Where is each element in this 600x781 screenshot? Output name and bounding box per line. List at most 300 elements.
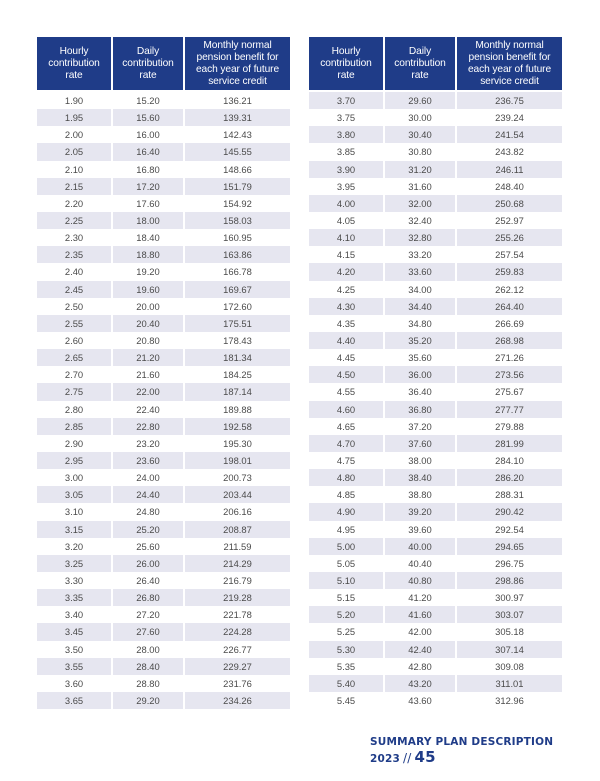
table-row bbox=[37, 623, 290, 640]
cell-hourly-rate: 5.05 bbox=[336, 557, 356, 569]
cell-monthly-benefit: 169.67 bbox=[185, 281, 290, 298]
table-row bbox=[37, 572, 290, 589]
cell-monthly-benefit: 279.88 bbox=[495, 420, 524, 432]
cell-daily-rate: 19.20 bbox=[136, 266, 160, 278]
table-row bbox=[37, 383, 290, 400]
table-row bbox=[37, 246, 290, 263]
cell-hourly-rate: 4.35 bbox=[336, 317, 356, 329]
cell-hourly-rate: 4.75 bbox=[336, 455, 356, 467]
cell-hourly-rate: 5.45 bbox=[336, 694, 356, 706]
table-header-row bbox=[37, 37, 290, 92]
cell-hourly-rate: 2.25 bbox=[37, 212, 111, 229]
cell-hourly-rate: 2.05 bbox=[37, 143, 111, 160]
table-row bbox=[37, 298, 290, 315]
cell-monthly-benefit: 206.16 bbox=[223, 506, 252, 518]
table-row bbox=[309, 521, 562, 538]
cell-daily-rate: 26.40 bbox=[136, 575, 160, 586]
cell-daily-rate: 41.20 bbox=[408, 592, 432, 604]
table-row bbox=[37, 658, 290, 675]
table-row bbox=[309, 675, 562, 692]
cell-monthly-benefit: 163.86 bbox=[185, 246, 290, 263]
table-row bbox=[309, 195, 562, 212]
cell-hourly-rate: 3.00 bbox=[64, 472, 84, 484]
cell-hourly-rate: 5.00 bbox=[309, 538, 383, 555]
cell-daily-rate: 25.60 bbox=[136, 540, 160, 552]
cell-monthly-benefit: 172.60 bbox=[223, 300, 252, 312]
cell-hourly-rate: 4.10 bbox=[309, 229, 383, 246]
cell-monthly-benefit: 311.01 bbox=[457, 675, 562, 692]
cell-monthly-benefit: 195.30 bbox=[223, 437, 252, 449]
table-row bbox=[37, 109, 290, 126]
table-row bbox=[309, 143, 562, 160]
cell-monthly-benefit: 184.25 bbox=[223, 369, 252, 381]
pension-rate-table bbox=[35, 37, 292, 709]
cell-hourly-rate: 2.85 bbox=[37, 418, 111, 435]
cell-daily-rate: 25.20 bbox=[113, 521, 183, 538]
cell-daily-rate: 16.00 bbox=[136, 129, 160, 141]
cell-monthly-benefit: 139.31 bbox=[185, 109, 290, 126]
cell-monthly-benefit: 198.01 bbox=[185, 452, 290, 469]
cell-monthly-benefit: 148.66 bbox=[223, 163, 252, 175]
table-row bbox=[37, 606, 290, 623]
cell-hourly-rate: 2.95 bbox=[37, 452, 111, 469]
cell-daily-rate: 34.40 bbox=[385, 298, 455, 315]
cell-monthly-benefit: 158.03 bbox=[185, 212, 290, 229]
cell-monthly-benefit: 136.21 bbox=[223, 95, 252, 107]
table-row bbox=[37, 178, 290, 195]
cell-monthly-benefit: 211.59 bbox=[223, 540, 252, 552]
cell-monthly-benefit: 266.69 bbox=[495, 317, 524, 329]
cell-daily-rate: 27.20 bbox=[136, 609, 160, 621]
cell-monthly-benefit: 224.28 bbox=[185, 623, 290, 640]
table-row bbox=[309, 589, 562, 606]
cell-hourly-rate: 3.25 bbox=[37, 555, 111, 572]
cell-daily-rate: 15.20 bbox=[136, 95, 160, 107]
cell-daily-rate: 41.60 bbox=[385, 606, 455, 623]
cell-hourly-rate: 3.65 bbox=[37, 692, 111, 709]
cell-hourly-rate: 4.40 bbox=[309, 332, 383, 349]
cell-hourly-rate: 5.10 bbox=[309, 572, 383, 589]
cell-hourly-rate: 2.70 bbox=[64, 369, 84, 381]
cell-monthly-benefit: 203.44 bbox=[185, 486, 290, 503]
cell-hourly-rate: 2.50 bbox=[64, 300, 84, 312]
table-row bbox=[309, 161, 562, 178]
cell-daily-rate: 17.20 bbox=[113, 178, 183, 195]
cell-monthly-benefit: 257.54 bbox=[495, 249, 524, 261]
cell-monthly-benefit: 208.87 bbox=[185, 521, 290, 538]
cell-daily-rate: 40.40 bbox=[408, 557, 432, 569]
table-row bbox=[309, 263, 562, 280]
table-row bbox=[309, 315, 562, 332]
cell-hourly-rate: 4.25 bbox=[336, 283, 356, 295]
cell-daily-rate: 17.60 bbox=[136, 197, 160, 209]
cell-daily-rate: 16.40 bbox=[113, 143, 183, 160]
cell-hourly-rate: 4.00 bbox=[309, 195, 383, 212]
cell-hourly-rate: 4.05 bbox=[336, 215, 356, 227]
cell-monthly-benefit: 292.54 bbox=[495, 523, 524, 535]
cell-daily-rate: 31.20 bbox=[385, 161, 455, 178]
cell-monthly-benefit: 175.51 bbox=[185, 315, 290, 332]
cell-daily-rate: 23.20 bbox=[136, 437, 160, 449]
cell-monthly-benefit: 275.67 bbox=[495, 386, 524, 398]
cell-monthly-benefit: 296.75 bbox=[495, 557, 524, 569]
table-row bbox=[37, 126, 290, 143]
cell-daily-rate: 35.60 bbox=[408, 352, 432, 364]
table-row bbox=[37, 503, 290, 520]
table-row bbox=[37, 469, 290, 486]
table-row bbox=[37, 486, 290, 503]
cell-daily-rate: 34.80 bbox=[408, 317, 432, 329]
cell-daily-rate: 20.40 bbox=[113, 315, 183, 332]
table-row bbox=[309, 383, 562, 400]
cell-hourly-rate: 3.30 bbox=[64, 575, 84, 586]
cell-monthly-benefit: 262.12 bbox=[495, 283, 524, 295]
cell-monthly-benefit: 307.14 bbox=[457, 641, 562, 658]
cell-hourly-rate: 5.15 bbox=[336, 592, 356, 604]
table-row bbox=[37, 418, 290, 435]
cell-daily-rate: 43.20 bbox=[385, 675, 455, 692]
table-row bbox=[37, 692, 290, 709]
cell-daily-rate: 37.60 bbox=[385, 435, 455, 452]
cell-monthly-benefit: 243.82 bbox=[495, 146, 524, 158]
cell-hourly-rate: 4.55 bbox=[336, 386, 356, 398]
cell-daily-rate: 15.60 bbox=[113, 109, 183, 126]
table-row bbox=[309, 606, 562, 623]
table-row bbox=[309, 178, 562, 195]
table-row bbox=[309, 366, 562, 383]
table-row bbox=[309, 555, 562, 572]
cell-daily-rate: 26.00 bbox=[113, 555, 183, 572]
cell-monthly-benefit: 298.86 bbox=[457, 572, 562, 589]
cell-daily-rate: 31.60 bbox=[408, 180, 432, 192]
cell-hourly-rate: 3.60 bbox=[64, 677, 84, 689]
cell-hourly-rate: 2.35 bbox=[37, 246, 111, 263]
cell-monthly-benefit: 264.40 bbox=[457, 298, 562, 315]
cell-daily-rate: 20.80 bbox=[136, 335, 160, 347]
cell-hourly-rate: 2.75 bbox=[37, 383, 111, 400]
table-row bbox=[37, 521, 290, 538]
cell-daily-rate: 35.20 bbox=[385, 332, 455, 349]
cell-hourly-rate: 3.95 bbox=[336, 180, 356, 192]
cell-daily-rate: 33.60 bbox=[385, 263, 455, 280]
cell-hourly-rate: 4.80 bbox=[309, 469, 383, 486]
table-header-row bbox=[309, 37, 562, 92]
table-row bbox=[37, 229, 290, 246]
cell-hourly-rate: 4.70 bbox=[309, 435, 383, 452]
cell-monthly-benefit: 231.76 bbox=[223, 677, 252, 689]
cell-daily-rate: 23.60 bbox=[113, 452, 183, 469]
table-row bbox=[309, 486, 562, 503]
cell-daily-rate: 30.40 bbox=[385, 126, 455, 143]
table-row bbox=[309, 229, 562, 246]
cell-daily-rate: 36.40 bbox=[408, 386, 432, 398]
cell-daily-rate: 40.00 bbox=[385, 538, 455, 555]
cell-daily-rate: 36.80 bbox=[385, 401, 455, 418]
cell-daily-rate: 16.80 bbox=[136, 163, 160, 175]
cell-monthly-benefit: 303.07 bbox=[457, 606, 562, 623]
table-row bbox=[309, 332, 562, 349]
cell-monthly-benefit: 187.14 bbox=[185, 383, 290, 400]
cell-daily-rate: 43.60 bbox=[408, 694, 432, 706]
cell-monthly-benefit: 154.92 bbox=[223, 197, 252, 209]
cell-hourly-rate: 4.30 bbox=[309, 298, 383, 315]
table-row bbox=[309, 281, 562, 298]
table-row bbox=[37, 641, 290, 658]
cell-daily-rate: 21.20 bbox=[113, 349, 183, 366]
cell-monthly-benefit: 271.26 bbox=[495, 352, 524, 364]
cell-monthly-benefit: 221.78 bbox=[223, 609, 252, 621]
table-row bbox=[309, 298, 562, 315]
cell-daily-rate: 36.00 bbox=[385, 366, 455, 383]
cell-hourly-rate: 2.40 bbox=[64, 266, 84, 278]
cell-daily-rate: 24.80 bbox=[136, 506, 160, 518]
cell-hourly-rate: 4.90 bbox=[309, 503, 383, 520]
cell-hourly-rate: 4.60 bbox=[309, 401, 383, 418]
cell-daily-rate: 22.40 bbox=[136, 403, 160, 415]
cell-hourly-rate: 4.15 bbox=[336, 249, 356, 261]
cell-hourly-rate: 3.15 bbox=[37, 521, 111, 538]
cell-hourly-rate: 2.15 bbox=[37, 178, 111, 195]
cell-monthly-benefit: 229.27 bbox=[185, 658, 290, 675]
cell-hourly-rate: 2.65 bbox=[37, 349, 111, 366]
cell-hourly-rate: 3.35 bbox=[37, 589, 111, 606]
cell-daily-rate: 29.60 bbox=[385, 92, 455, 109]
cell-monthly-benefit: 250.68 bbox=[457, 195, 562, 212]
cell-monthly-benefit: 236.75 bbox=[457, 92, 562, 109]
cell-monthly-benefit: 284.10 bbox=[495, 455, 524, 467]
cell-hourly-rate: 4.50 bbox=[309, 366, 383, 383]
cell-hourly-rate: 2.20 bbox=[64, 197, 84, 209]
cell-daily-rate: 40.80 bbox=[385, 572, 455, 589]
cell-daily-rate: 38.80 bbox=[408, 489, 432, 501]
page-number: 45 bbox=[414, 748, 436, 766]
cell-hourly-rate: 3.55 bbox=[37, 658, 111, 675]
cell-monthly-benefit: 300.97 bbox=[495, 592, 524, 604]
cell-hourly-rate: 5.25 bbox=[336, 626, 356, 638]
cell-hourly-rate: 2.45 bbox=[37, 281, 111, 298]
cell-hourly-rate: 3.75 bbox=[336, 112, 356, 124]
cell-daily-rate: 18.40 bbox=[136, 232, 160, 244]
cell-hourly-rate: 4.65 bbox=[336, 420, 356, 432]
cell-monthly-benefit: 145.55 bbox=[185, 143, 290, 160]
cell-hourly-rate: 3.40 bbox=[64, 609, 84, 621]
table-row bbox=[37, 212, 290, 229]
cell-monthly-benefit: 288.31 bbox=[495, 489, 524, 501]
cell-monthly-benefit: 241.54 bbox=[457, 126, 562, 143]
cell-hourly-rate: 3.50 bbox=[64, 643, 84, 655]
cell-daily-rate: 22.80 bbox=[113, 418, 183, 435]
cell-hourly-rate: 4.20 bbox=[309, 263, 383, 280]
cell-hourly-rate: 2.10 bbox=[64, 163, 84, 175]
cell-daily-rate: 27.60 bbox=[113, 623, 183, 640]
cell-monthly-benefit: 181.34 bbox=[185, 349, 290, 366]
table-row bbox=[309, 641, 562, 658]
document-title: SUMMARY PLAN DESCRIPTION 2023 bbox=[370, 736, 554, 765]
cell-daily-rate: 26.80 bbox=[113, 589, 183, 606]
pension-table-right bbox=[309, 37, 564, 709]
cell-daily-rate: 22.00 bbox=[113, 383, 183, 400]
table-row bbox=[309, 538, 562, 555]
cell-monthly-benefit: 192.58 bbox=[185, 418, 290, 435]
cell-monthly-benefit: 189.88 bbox=[223, 403, 252, 415]
cell-monthly-benefit: 178.43 bbox=[223, 335, 252, 347]
table-row bbox=[37, 538, 290, 555]
cell-daily-rate: 42.40 bbox=[385, 641, 455, 658]
table-row bbox=[309, 658, 562, 675]
table-row bbox=[37, 435, 290, 452]
cell-monthly-benefit: 252.97 bbox=[495, 215, 524, 227]
cell-hourly-rate: 3.85 bbox=[336, 146, 356, 158]
table-row bbox=[37, 281, 290, 298]
column-header-hourly-rate: Hourly contribution rate bbox=[37, 37, 111, 92]
table-row bbox=[37, 332, 290, 349]
cell-hourly-rate: 5.20 bbox=[309, 606, 383, 623]
cell-hourly-rate: 3.05 bbox=[37, 486, 111, 503]
cell-daily-rate: 32.80 bbox=[385, 229, 455, 246]
cell-monthly-benefit: 286.20 bbox=[457, 469, 562, 486]
cell-monthly-benefit: 305.18 bbox=[495, 626, 524, 638]
cell-monthly-benefit: 290.42 bbox=[457, 503, 562, 520]
cell-hourly-rate: 3.45 bbox=[37, 623, 111, 640]
column-header-monthly-benefit: Monthly normal pension benefit for each year of future service credit bbox=[457, 37, 562, 92]
cell-daily-rate: 30.80 bbox=[408, 146, 432, 158]
cell-monthly-benefit: 281.99 bbox=[457, 435, 562, 452]
cell-daily-rate: 19.60 bbox=[113, 281, 183, 298]
column-header-hourly-rate: Hourly contribution rate bbox=[309, 37, 383, 92]
cell-daily-rate: 42.00 bbox=[408, 626, 432, 638]
cell-hourly-rate: 1.95 bbox=[37, 109, 111, 126]
cell-hourly-rate: 2.55 bbox=[37, 315, 111, 332]
column-header-daily-rate: Daily contribution rate bbox=[113, 37, 183, 92]
cell-monthly-benefit: 246.11 bbox=[457, 161, 562, 178]
cell-monthly-benefit: 312.96 bbox=[495, 694, 524, 706]
cell-hourly-rate: 4.95 bbox=[336, 523, 356, 535]
table-row bbox=[309, 692, 562, 709]
cell-monthly-benefit: 166.78 bbox=[223, 266, 252, 278]
table-row bbox=[309, 246, 562, 263]
table-row bbox=[37, 92, 290, 109]
pension-table-left bbox=[37, 37, 292, 709]
cell-daily-rate: 32.40 bbox=[408, 215, 432, 227]
cell-monthly-benefit: 151.79 bbox=[185, 178, 290, 195]
cell-daily-rate: 38.00 bbox=[408, 455, 432, 467]
cell-monthly-benefit: 248.40 bbox=[495, 180, 524, 192]
cell-hourly-rate: 4.85 bbox=[336, 489, 356, 501]
cell-hourly-rate: 5.40 bbox=[309, 675, 383, 692]
table-row bbox=[37, 452, 290, 469]
cell-daily-rate: 38.40 bbox=[385, 469, 455, 486]
cell-daily-rate: 29.20 bbox=[113, 692, 183, 709]
cell-hourly-rate: 5.35 bbox=[336, 660, 356, 672]
cell-monthly-benefit: 273.56 bbox=[457, 366, 562, 383]
cell-monthly-benefit: 259.83 bbox=[457, 263, 562, 280]
cell-monthly-benefit: 142.43 bbox=[223, 129, 252, 141]
table-row bbox=[37, 349, 290, 366]
cell-daily-rate: 37.20 bbox=[408, 420, 432, 432]
table-row bbox=[37, 161, 290, 178]
cell-hourly-rate: 3.20 bbox=[64, 540, 84, 552]
column-header-monthly-benefit: Monthly normal pension benefit for each year of future service credit bbox=[185, 37, 290, 92]
cell-monthly-benefit: 226.77 bbox=[223, 643, 252, 655]
cell-daily-rate: 18.80 bbox=[113, 246, 183, 263]
cell-monthly-benefit: 277.77 bbox=[457, 401, 562, 418]
cell-monthly-benefit: 214.29 bbox=[185, 555, 290, 572]
table-row bbox=[309, 401, 562, 418]
cell-hourly-rate: 2.90 bbox=[64, 437, 84, 449]
table-row bbox=[37, 675, 290, 692]
table-row bbox=[309, 418, 562, 435]
table-row bbox=[37, 555, 290, 572]
page-footer bbox=[370, 733, 600, 766]
table-row bbox=[37, 366, 290, 383]
table-row bbox=[37, 263, 290, 280]
table-row bbox=[37, 401, 290, 418]
cell-hourly-rate: 5.30 bbox=[309, 641, 383, 658]
cell-monthly-benefit: 234.26 bbox=[185, 692, 290, 709]
cell-daily-rate: 32.00 bbox=[385, 195, 455, 212]
table-row bbox=[37, 143, 290, 160]
table-row bbox=[309, 435, 562, 452]
table-body bbox=[309, 92, 562, 709]
cell-daily-rate: 39.20 bbox=[385, 503, 455, 520]
table-row bbox=[309, 349, 562, 366]
cell-hourly-rate: 3.10 bbox=[64, 506, 84, 518]
table-row bbox=[309, 212, 562, 229]
cell-daily-rate: 42.80 bbox=[408, 660, 432, 672]
cell-daily-rate: 28.80 bbox=[136, 677, 160, 689]
cell-hourly-rate: 3.90 bbox=[309, 161, 383, 178]
cell-hourly-rate: 2.00 bbox=[64, 129, 84, 141]
table-row bbox=[37, 315, 290, 332]
column-header-daily-rate: Daily contribution rate bbox=[385, 37, 455, 92]
cell-daily-rate: 18.00 bbox=[113, 212, 183, 229]
cell-hourly-rate: 2.30 bbox=[64, 232, 84, 244]
table-row bbox=[309, 109, 562, 126]
cell-daily-rate: 20.00 bbox=[136, 300, 160, 312]
cell-monthly-benefit: 219.28 bbox=[185, 589, 290, 606]
cell-hourly-rate: 1.90 bbox=[64, 95, 84, 107]
cell-monthly-benefit: 294.65 bbox=[457, 538, 562, 555]
cell-hourly-rate: 4.45 bbox=[336, 352, 356, 364]
table-row bbox=[309, 623, 562, 640]
cell-monthly-benefit: 255.26 bbox=[457, 229, 562, 246]
cell-daily-rate: 24.00 bbox=[136, 472, 160, 484]
cell-daily-rate: 34.00 bbox=[408, 283, 432, 295]
cell-monthly-benefit: 200.73 bbox=[223, 472, 252, 484]
cell-monthly-benefit: 309.08 bbox=[495, 660, 524, 672]
cell-hourly-rate: 3.80 bbox=[309, 126, 383, 143]
footer-separator: // bbox=[403, 751, 412, 765]
table-body bbox=[37, 92, 290, 709]
cell-daily-rate: 30.00 bbox=[408, 112, 432, 124]
cell-monthly-benefit: 268.98 bbox=[457, 332, 562, 349]
cell-daily-rate: 28.00 bbox=[136, 643, 160, 655]
table-row bbox=[309, 452, 562, 469]
cell-daily-rate: 28.40 bbox=[113, 658, 183, 675]
table-row bbox=[309, 572, 562, 589]
cell-hourly-rate: 3.70 bbox=[309, 92, 383, 109]
cell-daily-rate: 39.60 bbox=[408, 523, 432, 535]
table-row bbox=[309, 503, 562, 520]
cell-monthly-benefit: 239.24 bbox=[495, 112, 524, 124]
cell-daily-rate: 24.40 bbox=[113, 486, 183, 503]
table-row bbox=[309, 92, 562, 109]
cell-daily-rate: 33.20 bbox=[408, 249, 432, 261]
cell-monthly-benefit: 160.95 bbox=[223, 232, 252, 244]
pension-rate-table bbox=[307, 37, 564, 709]
table-row bbox=[309, 469, 562, 486]
table-row bbox=[37, 195, 290, 212]
